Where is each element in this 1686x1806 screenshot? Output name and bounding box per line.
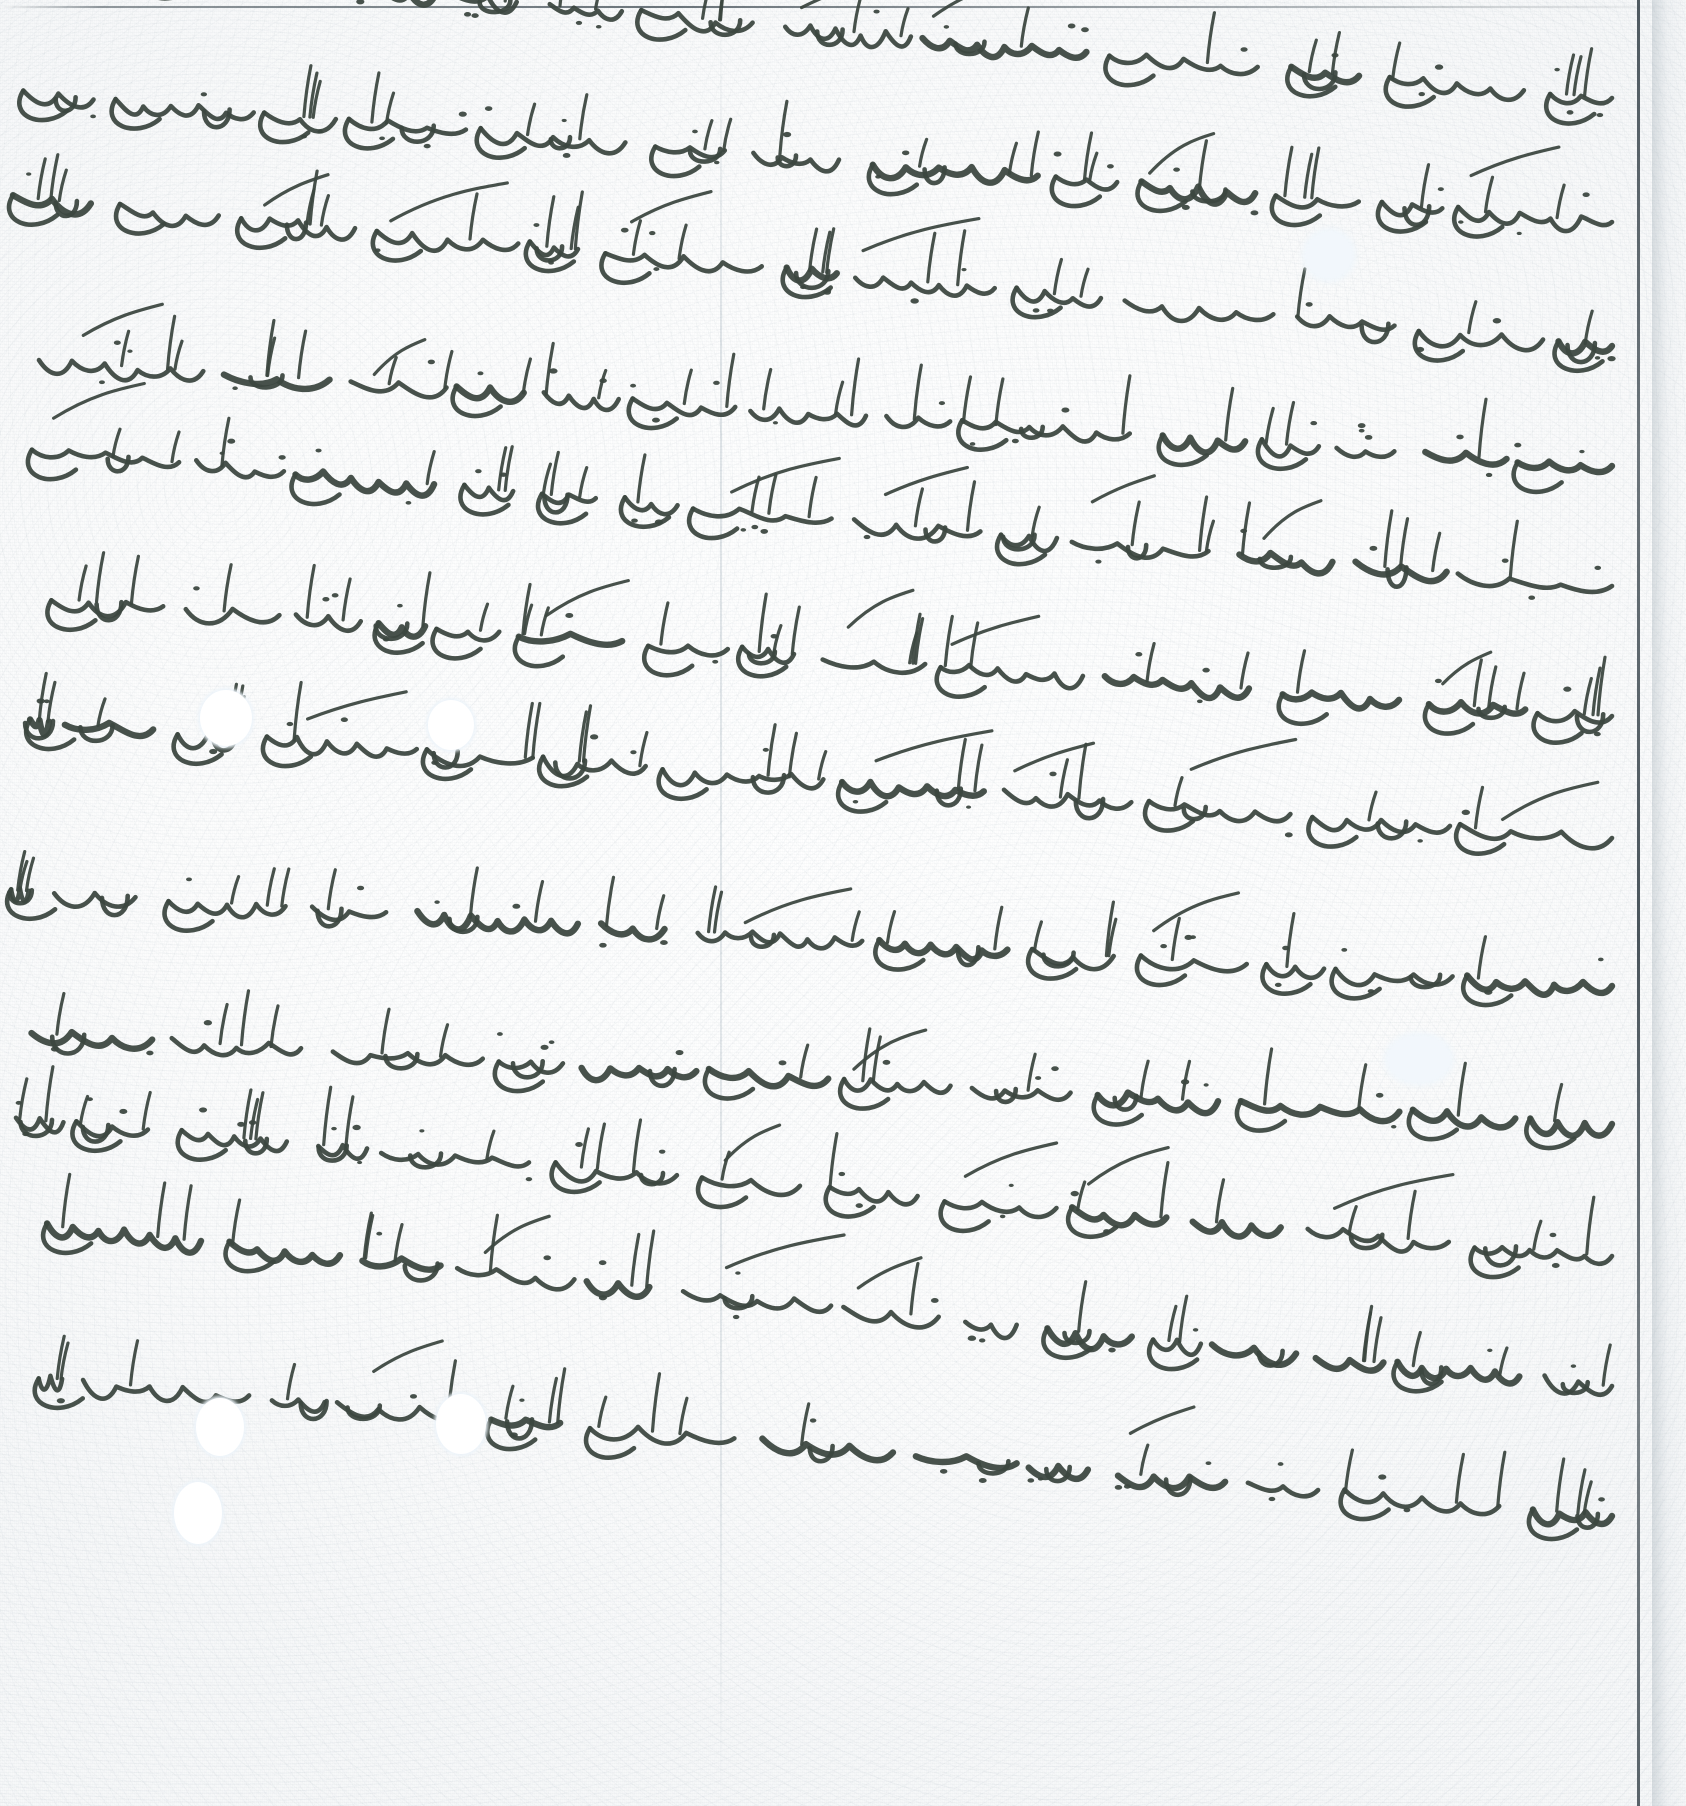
- blob-top-right: [1306, 232, 1352, 278]
- blob-mid-left-b: [428, 700, 474, 750]
- blob-bottom-a: [196, 1398, 244, 1456]
- blob-mid-left-a: [200, 690, 252, 746]
- right-margin-rule: [1637, 0, 1640, 1806]
- blob-bottom-c: [174, 1482, 222, 1544]
- top-edge-rule: [0, 6, 1686, 8]
- blob-right-mid: [1388, 1036, 1450, 1082]
- blob-bottom-b: [436, 1394, 486, 1454]
